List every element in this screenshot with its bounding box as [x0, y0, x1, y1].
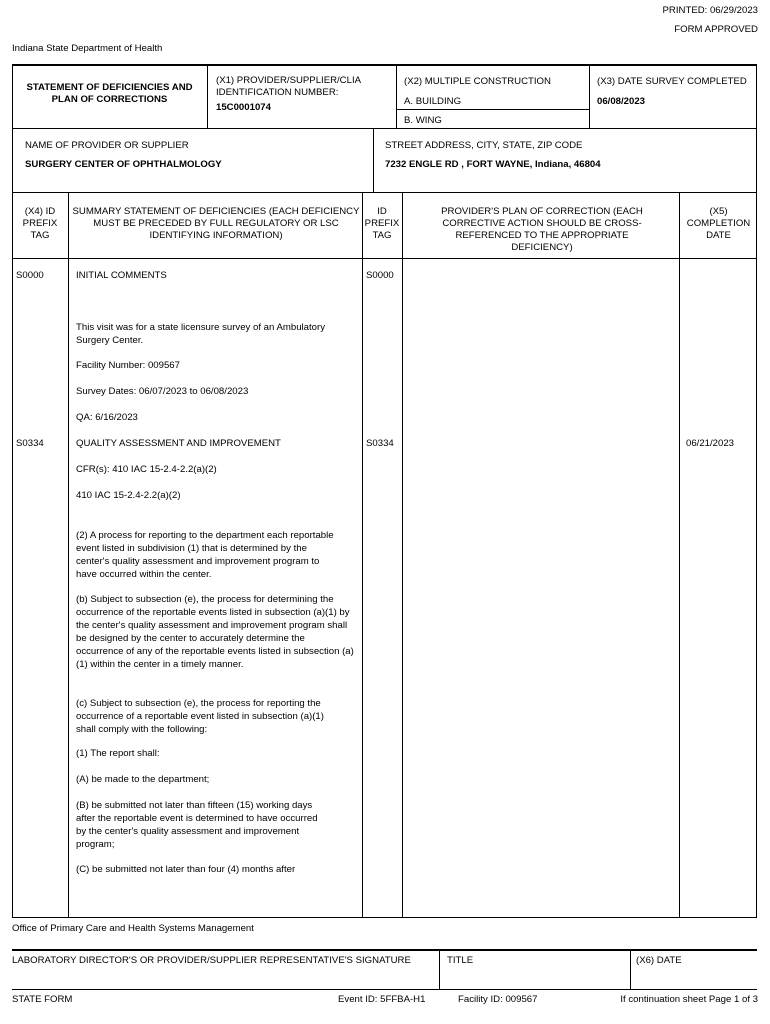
facility-id: Facility ID: 009567	[458, 994, 538, 1005]
x2-building: A. BUILDING	[404, 96, 462, 107]
x6-date-label: (X6) DATE	[636, 955, 682, 966]
paragraph-1: (1) The report shall:	[76, 748, 160, 759]
qa-date: QA: 6/16/2023	[76, 412, 138, 423]
paragraph-A: (A) be made to the department;	[76, 774, 210, 785]
paragraph-B: (B) be submitted not later than fifteen (15) working days after the reportable event is determined to have occurred by the center's quality assessment and improvement program;	[76, 800, 318, 850]
x2-wing: B. WING	[404, 115, 442, 126]
facility-number: Facility Number: 009567	[76, 360, 180, 371]
form-approved: FORM APPROVED	[674, 24, 758, 35]
cfr-text: CFR(s): 410 IAC 15-2.4-2.2(a)(2)	[76, 464, 217, 475]
x1-value: 15C0001074	[216, 102, 271, 113]
provider-address: 7232 ENGLE RD , FORT WAYNE, Indiana, 46804	[385, 159, 601, 170]
title-label: TITLE	[447, 955, 474, 966]
col-plan-header: PROVIDER'S PLAN OF CORRECTION (EACH CORRECTIVE ACTION SHOULD BE CROSS-REFERENCED TO THE APPROPRIATE DEFICIENCY)	[441, 206, 643, 253]
x1-label: (X1) PROVIDER/SUPPLIER/CLIA IDENTIFICATION NUMBER:	[216, 75, 361, 98]
event-id: Event ID: 5FFBA-H1	[338, 994, 426, 1005]
survey-dates: Survey Dates: 06/07/2023 to 06/08/2023	[76, 386, 249, 397]
visit-text: This visit was for a state licensure survey of an Ambulatory Surgery Center.	[76, 322, 326, 346]
office-name: Office of Primary Care and Health Systems Management	[12, 923, 254, 934]
x3-label: (X3) DATE SURVEY COMPLETED	[597, 76, 747, 87]
x2-label: (X2) MULTIPLE CONSTRUCTION	[404, 76, 551, 87]
completion-date: 06/21/2023	[686, 438, 735, 449]
agency-name: Indiana State Department of Health	[12, 43, 163, 54]
paragraph-C: (C) be submitted not later than four (4) months after	[76, 864, 296, 875]
state-form: STATE FORM	[12, 994, 73, 1005]
tag-s0000: S0000	[16, 270, 44, 281]
paragraph-2: (2) A process for reporting to the department each reportable event listed in subdivision (1) that is determined by the center's quality assessment and improvement program to have occurred within the center.	[76, 530, 334, 580]
continuation-page: If continuation sheet Page 1 of 3	[620, 994, 758, 1005]
paragraph-c: (c) Subject to subsection (e), the process for reporting the occurrence of a reportable event listed in subsection (a)(1) shall comply with the following:	[76, 698, 324, 735]
iac-text: 410 IAC 15-2.4-2.2(a)(2)	[76, 490, 181, 501]
address-label: STREET ADDRESS, CITY, STATE, ZIP CODE	[385, 140, 583, 151]
statement-title: STATEMENT OF DEFICIENCIES AND PLAN OF CORRECTIONS	[26, 82, 193, 105]
col-summary-header: SUMMARY STATEMENT OF DEFICIENCIES (EACH DEFICIENCY MUST BE PRECEDED BY FULL REGULATORY OR LSC IDENTIFYING INFORMATION)	[72, 206, 360, 241]
quality-title: QUALITY ASSESSMENT AND IMPROVEMENT	[76, 438, 281, 449]
id-s0000: S0000	[366, 270, 394, 281]
col-id-header: ID PREFIX TAG	[364, 206, 400, 241]
provider-name: SURGERY CENTER OF OPHTHALMOLOGY	[25, 159, 222, 170]
paragraph-b: (b) Subject to subsection (e), the process for determining the occurrence of the reportable events listed in subsection (a)(1) by the center's quality assessment and improvement program shall be designed by the center to accurately determine the occurrence of any of the reportable events listed in subsection (a)(1) within the center in a timely manner.	[76, 594, 354, 670]
tag-s0334: S0334	[16, 438, 44, 449]
signature-label: LABORATORY DIRECTOR'S OR PROVIDER/SUPPLIER REPRESENTATIVE'S SIGNATURE	[12, 955, 411, 966]
id-s0334: S0334	[366, 438, 394, 449]
printed-date: PRINTED: 06/29/2023	[662, 5, 758, 16]
x3-value: 06/08/2023	[597, 96, 646, 107]
col-x4-header: (X4) ID PREFIX TAG	[22, 206, 58, 241]
initial-comments-title: INITIAL COMMENTS	[76, 270, 167, 281]
provider-name-label: NAME OF PROVIDER OR SUPPLIER	[25, 140, 189, 151]
col-x5-header: (X5) COMPLETION DATE	[686, 206, 751, 241]
